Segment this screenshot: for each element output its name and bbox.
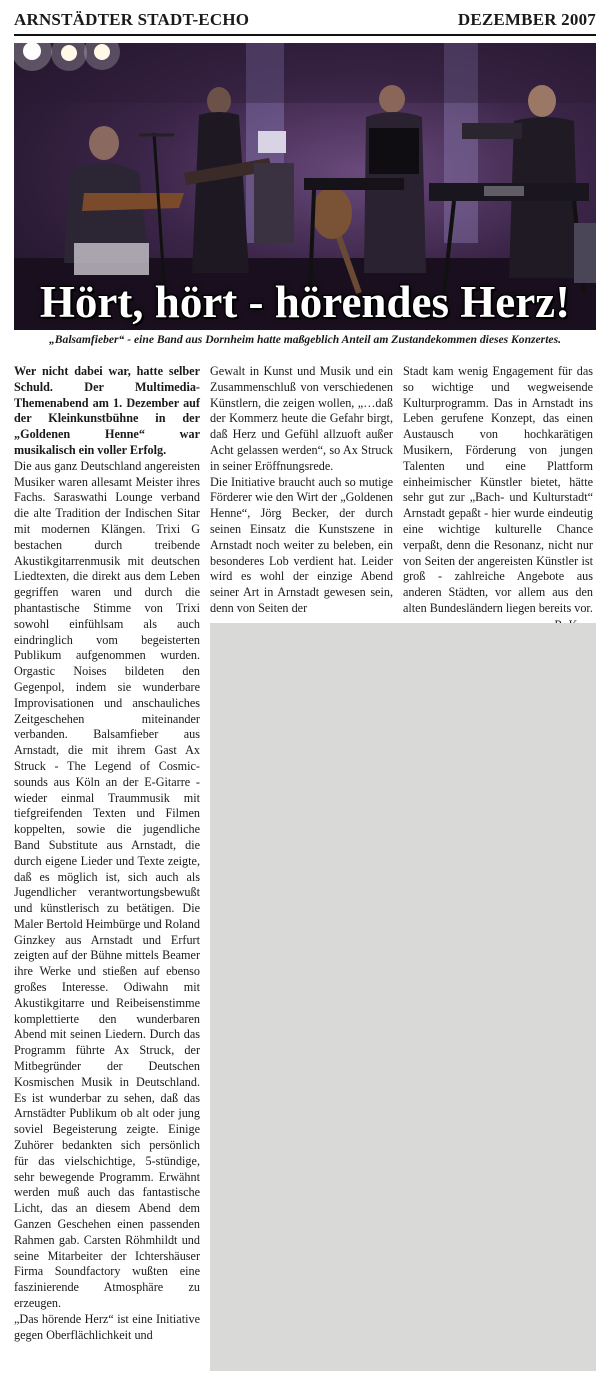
article-paragraph: „Das hörende Herz“ ist eine Initiative gegen Oberflächlichkeit und	[14, 1311, 200, 1342]
article-column-3	[403, 364, 593, 634]
masthead	[14, 8, 596, 36]
headline: Hört, hört - hörendes Herz!	[39, 277, 571, 327]
article-lead: Wer nicht dabei war, hatte selber Schuld. Der Multimedia-Themenabend am 1. Dezember auf der Kleinkunstbühne in der „Goldenen Henne“ war musikalisch ein voller Erfolg.	[14, 364, 200, 457]
concert-photo	[14, 43, 596, 330]
article-paragraph: Die Initiative braucht auch so mutige Förderer wie den Wirt der „Goldenen Henne“, Jörg Becker, der durch seinen Einsatz die Kunstszene in Arnstadt noch weiter zu beleben, ein besonderes Lob verdient hat. Leider wird es wohl der einzige Abend seiner Art in Arnstadt gewesen sein, denn von Seiten der	[210, 474, 393, 615]
newspaper-name: ARNSTÄDTER STADT-ECHO	[14, 10, 250, 29]
photo-caption: „Balsamfieber“ - eine Band aus Dornheim hatte maßgeblich Anteil am Zustandekommen dieses Konzertes.	[49, 333, 561, 346]
empty-ad-space	[210, 623, 596, 1371]
article-column-1	[14, 364, 200, 1343]
article-column-2	[210, 364, 393, 617]
article-paragraph: Gewalt in Kunst und Musik und ein Zusammenschluß von verschiedenen Künstlern, die zeigen wollen, „…daß der Kommerz heute die Gefahr birgt, daß Herz und Gefühl allzuoft außer Acht gelassen werden“, so Ax Struck in seiner Eröffnungsrede.	[210, 364, 393, 473]
article-paragraph: Stadt kam wenig Engagement für das so wichtige und wegweisende Kulturprogramm. Das in Arnstadt ins Leben gerufene Konzept, das einen Austausch von hochkarätigen Musikern, Förderung von jungen Talenten und eine Plattform einheimischer Künstler bietet, hätte sehr gut zur „Bach- und Kulturstadt“ Arnstadt gepaßt - hier wurde eindeutig eine wichtige kulturelle Chance verpaßt, denn die Resonanz, nicht nur von Seiten der angereisten Künstler ist groß - zahlreiche Angebote aus anderen Städten, vor allem aus den alten Bundesländern liegen bereits vor.	[403, 364, 593, 615]
issue-date: DEZEMBER 2007	[457, 10, 596, 29]
article-paragraph: Die aus ganz Deutschland angereisten Musiker waren allesamt Meister ihres Fachs. Saraswathi Lounge verband die alte Tradition der Indischen Sitar mit modernen Klängen. Trixi G bestachen durch treibende Akustikgitarrenmusik mit deutschen Liedtexten, die direkt aus dem Leben gegriffen waren und durch die phantastische Stimme von Trixi sowohl einfühlsam als auch eindringlich vom begeisterten Publikum aufgenommen wurden. Orgastic Noises bildeten den Gegenpol, indem sie wunderbare Improvisationen und anschauliches Zeitgeschehen miteinander verbanden. Balsamfieber aus Arnstadt, die mit ihrem Gast Ax Struck - The Legend of Cosmic-sounds aus Köln an der E-Gitarre - wieder einmal Traummusik mit tiefgreifenden Texten und Filmen koppelten, sowie die jugendliche Band Substitute aus Arnstadt, die durch eigene Lieder und Texte zeigte, daß es möglich ist, sich auch als Jugendlicher verantwortungsbewußt und künstlerisch zu betätigen. Die Maler Bertold Heimbürge und Roland Ginzkey aus Arnstadt und Erfurt zeigten auf der Bühne mittels Beamer ihre Werke und stießen auf ebenso großes Interesse. Odiwahn mit Akustikgitarre und Reibeisenstimme komplettierte den wunderbaren Abend mit seinen Liedern. Durch das Programm führte Ax Struck, der Mitbegründer der Deutschen Kosmischen Musik in Deutschland. Es ist wunderbar zu sehen, daß das Arnstädter Publikum ob alt oder jung soviel Begeisterung zeigte. Einige Zuhörer bedankten sich persönlich für das vielschichtige, 5-stündige, sehr bewegende Programm. Erwähnt werden muß auch das fantastische Licht, das an diesem Abend dem Ganzen Geschehen einen passenden Rahmen gab. Carsten Röhmhildt und seine Mitarbeiter der Ichtershäuser Firma Soundfactory wußten eine faszinierende Atmosphäre zu erzeugen.	[14, 458, 200, 1311]
